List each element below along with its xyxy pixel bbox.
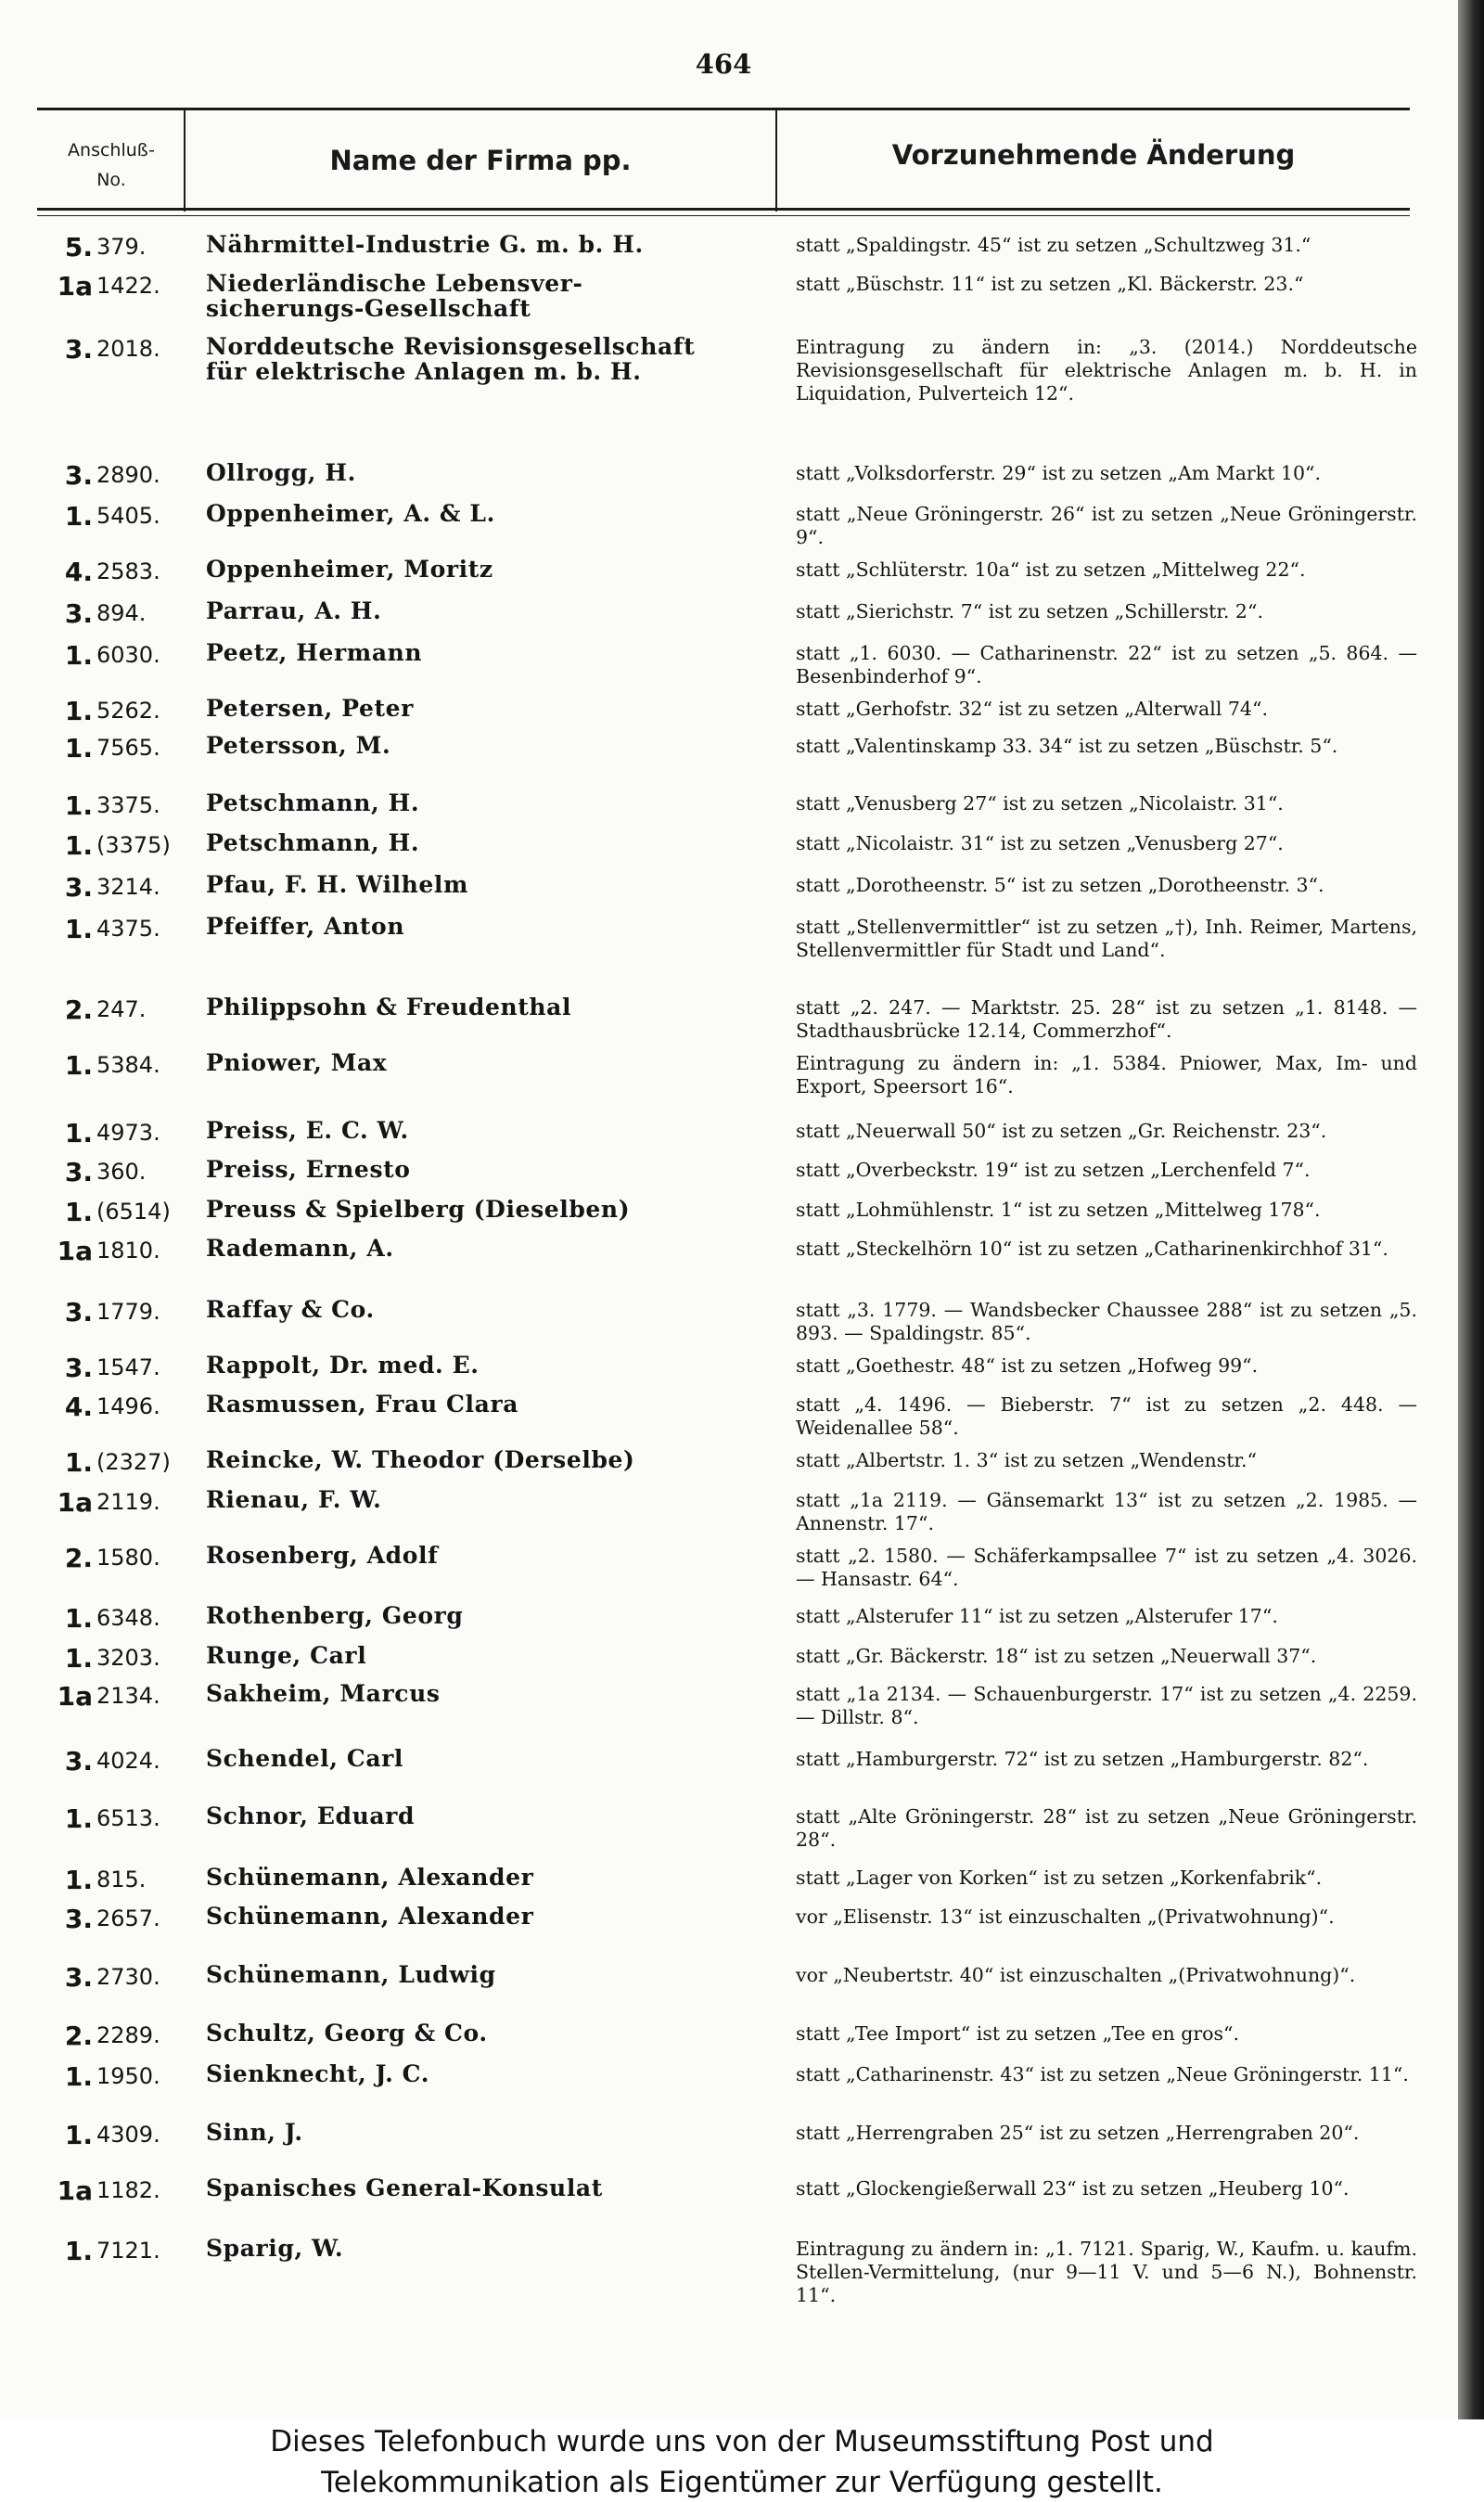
connection-number: 3375. [96, 792, 160, 818]
exchange-code: 1a [57, 1236, 93, 1266]
change-text: statt „1. 6030. — Catharinenstr. 22“ ist zu setzen „5. 864. — Besenbinderhof 9“. [796, 642, 1417, 687]
exchange-code: 1. [64, 2120, 93, 2150]
exchange-code: 1. [64, 2061, 93, 2092]
connection-number: 2890. [96, 462, 160, 488]
change-text: statt „Lohmühlenstr. 1“ ist zu setzen „Mittelweg 178“. [796, 1199, 1321, 1221]
exchange-code: 1. [64, 1865, 93, 1895]
exchange-code: 3. [64, 1297, 93, 1328]
connection-number: 2730. [96, 1964, 160, 1990]
change-text: statt „Tee Import“ ist zu setzen „Tee en gros“. [796, 2022, 1240, 2045]
exchange-code: 3. [64, 1904, 93, 1934]
company-name: Raffay & Co. [206, 1296, 375, 1323]
change-text: statt „Volksdorferstr. 29“ ist zu setzen „Am Markt 10“. [796, 462, 1321, 484]
exchange-code: 1a [57, 271, 93, 302]
exchange-code: 1. [64, 1118, 93, 1148]
connection-number: 2018. [96, 336, 160, 362]
company-name: Rosenberg, Adolf [206, 1542, 439, 1569]
connection-number: 360. [96, 1159, 147, 1185]
company-name: Preuss & Spielberg (Dieselben) [206, 1196, 631, 1223]
company-name: Petersen, Peter [206, 695, 414, 722]
change-text: statt „Albertstr. 1. 3“ ist zu setzen „Wendenstr.“ [796, 1449, 1257, 1471]
connection-number: 5384. [96, 1052, 160, 1078]
exchange-code: 3. [64, 872, 93, 903]
exchange-code: 1. [64, 1803, 93, 1834]
connection-number: 4309. [96, 2122, 160, 2148]
change-text: statt „Valentinskamp 33. 34“ ist zu setzen „Büschstr. 5“. [796, 735, 1338, 757]
change-text: statt „Schlüterstr. 10a“ ist zu setzen „Mittelweg 22“. [796, 558, 1306, 581]
change-text: statt „Glockengießerwall 23“ ist zu setzen „Heuberg 10“. [796, 2177, 1350, 2200]
company-name: Pfeiffer, Anton [206, 913, 405, 940]
company-name: Niederländische Lebensver- sicherungs-Gesellschaft [206, 270, 583, 322]
company-name: Norddeutsche Revisionsgesellschaft für elektrische Anlagen m. b. H. [206, 333, 696, 385]
company-name: Rothenberg, Georg [206, 1602, 464, 1629]
change-text: statt „Spaldingstr. 45“ ist zu setzen „Schultzweg 31.“ [796, 234, 1311, 256]
connection-number: 3203. [96, 1645, 160, 1671]
exchange-code: 1. [64, 1197, 93, 1227]
company-name: Sienknecht, J. C. [206, 2060, 430, 2087]
company-name: Schünemann, Alexander [206, 1864, 534, 1891]
connection-number: 6030. [96, 642, 160, 668]
change-text: statt „1a 2119. — Gänsemarkt 13“ ist zu setzen „2. 1985. — Annenstr. 17“. [796, 1489, 1417, 1534]
connection-number: 4024. [96, 1748, 160, 1774]
company-name: Oppenheimer, Moritz [206, 556, 493, 583]
connection-number: 3214. [96, 874, 160, 900]
connection-number: 1496. [96, 1393, 160, 1419]
change-text: vor „Neubertstr. 40“ ist einzuschalten „(Privatwohnung)“. [796, 1964, 1356, 1986]
exchange-code: 1. [64, 1603, 93, 1634]
change-text: statt „Dorotheenstr. 5“ ist zu setzen „Dorotheenstr. 3“. [796, 874, 1324, 896]
company-name: Petersson, M. [206, 732, 391, 759]
connection-number: 1810. [96, 1238, 160, 1264]
change-text: Eintragung zu ändern in: „1. 5384. Pniower, Max, Im- und Export, Speersort 16“. [796, 1052, 1417, 1097]
company-name: Oppenheimer, A. & L. [206, 500, 495, 527]
connection-number: 7121. [96, 2238, 160, 2264]
exchange-code: 4. [64, 557, 93, 587]
company-name: Schünemann, Ludwig [206, 1961, 496, 1988]
connection-number: 4375. [96, 916, 160, 942]
exchange-code: 1. [64, 790, 93, 821]
change-text: statt „Alte Gröningerstr. 28“ ist zu setzen „Neue Gröningerstr. 28“. [796, 1805, 1417, 1851]
connection-number: 1779. [96, 1299, 160, 1325]
connection-number: 815. [96, 1867, 147, 1893]
exchange-code: 3. [64, 1962, 93, 1993]
connection-number: 4973. [96, 1120, 160, 1146]
header-top-rule [37, 108, 1410, 110]
connection-number: 2119. [96, 1489, 160, 1515]
company-name: Schnor, Eduard [206, 1803, 416, 1829]
change-text: statt „Goethestr. 48“ ist zu setzen „Hofweg 99“. [796, 1354, 1259, 1377]
company-name: Parrau, A. H. [206, 597, 382, 624]
change-text: Eintragung zu ändern in: „3. (2014.) Norddeutsche Revisionsgesellschaft für elektrische Anlagen m. b. H. in Liquidation, Pulverteich 12“. [796, 336, 1417, 404]
exchange-code: 1a [57, 1487, 93, 1518]
company-name: Schünemann, Alexander [206, 1903, 534, 1930]
exchange-code: 1. [64, 1447, 93, 1478]
connection-number: 2289. [96, 2022, 160, 2048]
connection-number: 2657. [96, 1905, 160, 1931]
change-text: statt „Venusberg 27“ ist zu setzen „Nicolaistr. 31“. [796, 792, 1284, 815]
change-text: statt „Hamburgerstr. 72“ ist zu setzen „Hamburgerstr. 82“. [796, 1748, 1369, 1770]
company-name: Schultz, Georg & Co. [206, 2020, 488, 2047]
exchange-code: 1. [64, 914, 93, 944]
change-text: statt „Stellenvermittler“ ist zu setzen „†), Inh. Reimer, Martens, Stellenvermittler für Stadt und Land“. [796, 916, 1417, 961]
page-edge-shadow [1458, 0, 1484, 2419]
change-text: statt „Neue Gröningerstr. 26“ ist zu setzen „Neue Gröningerstr. 9“. [796, 503, 1417, 548]
connection-number: 2583. [96, 558, 160, 584]
change-text: statt „2. 1580. — Schäferkampsallee 7“ ist zu setzen „4. 3026. — Hansastr. 64“. [796, 1545, 1417, 1590]
exchange-code: 1. [64, 733, 93, 763]
connection-number: 2134. [96, 1683, 160, 1709]
change-text: statt „Neuerwall 50“ ist zu setzen „Gr. Reichenstr. 23“. [796, 1120, 1327, 1142]
connection-number: 5262. [96, 698, 160, 724]
change-text: statt „Sierichstr. 7“ ist zu setzen „Schillerstr. 2“. [796, 600, 1263, 622]
header-bottom-rule-2 [37, 215, 1410, 216]
change-text: statt „2. 247. — Marktstr. 25. 28“ ist zu setzen „1. 8148. — Stadthausbrücke 12.14, Commerzhof“. [796, 996, 1417, 1042]
exchange-code: 5. [64, 232, 93, 263]
change-text: statt „3. 1779. — Wandsbecker Chaussee 288“ ist zu setzen „5. 893. — Spaldingstr. 85“. [796, 1299, 1417, 1344]
change-text: statt „Gr. Bäckerstr. 18“ ist zu setzen „Neuerwall 37“. [796, 1645, 1317, 1667]
footer-notice [0, 2419, 1484, 2502]
exchange-code: 1. [64, 501, 93, 532]
company-name: Sinn, J. [206, 2119, 303, 2146]
exchange-code: 3. [64, 1353, 93, 1383]
connection-number: 1422. [96, 273, 160, 299]
company-name: Preiss, E. C. W. [206, 1117, 409, 1144]
exchange-code: 1a [57, 1681, 93, 1712]
company-name: Petschmann, H. [206, 789, 420, 816]
company-name: Runge, Carl [206, 1642, 367, 1669]
company-name: Preiss, Ernesto [206, 1156, 411, 1183]
footer-line-2: Telekommunikation als Eigentümer zur Verfügung gestellt. [321, 2466, 1163, 2499]
page-number: 464 [695, 48, 752, 80]
change-text: statt „Lager von Korken“ ist zu setzen „Korkenfabrik“. [796, 1867, 1323, 1889]
company-name: Petschmann, H. [206, 829, 420, 856]
company-name: Schendel, Carl [206, 1745, 403, 1772]
connection-number: 6348. [96, 1605, 160, 1631]
change-text: statt „Steckelhörn 10“ ist zu setzen „Catharinenkirchhof 31“. [796, 1238, 1388, 1260]
header-bottom-rule [37, 208, 1410, 211]
connection-number: 7565. [96, 735, 160, 761]
company-name: Pfau, F. H. Wilhelm [206, 871, 469, 898]
exchange-code: 1. [64, 1643, 93, 1674]
change-text: statt „Nicolaistr. 31“ ist zu setzen „Venusberg 27“. [796, 832, 1284, 854]
exchange-code: 1. [64, 696, 93, 726]
exchange-code: 3. [64, 460, 93, 491]
change-text: statt „Gerhofstr. 32“ ist zu setzen „Alterwall 74“. [796, 698, 1268, 720]
company-name: Rasmussen, Frau Clara [206, 1391, 519, 1418]
company-name: Sparig, W. [206, 2235, 344, 2262]
exchange-code: 1. [64, 1050, 93, 1081]
connection-number: (2327) [96, 1449, 171, 1475]
change-text: statt „Herrengraben 25“ ist zu setzen „Herrengraben 20“. [796, 2122, 1360, 2144]
exchange-code: 1. [64, 830, 93, 861]
connection-number: 1950. [96, 2063, 160, 2089]
company-name: Nährmittel-Industrie G. m. b. H. [206, 231, 644, 258]
header-company-name: Name der Firma pp. [329, 145, 632, 176]
connection-number: 6513. [96, 1805, 160, 1831]
exchange-code: 3. [64, 1157, 93, 1187]
change-text: vor „Elisenstr. 13“ ist einzuschalten „(Privatwohnung)“. [796, 1905, 1335, 1928]
connection-number: 1580. [96, 1545, 160, 1571]
exchange-code: 2. [64, 994, 93, 1025]
connection-number: 894. [96, 600, 147, 626]
company-name: Rienau, F. W. [206, 1486, 382, 1513]
company-name: Ollrogg, H. [206, 459, 356, 486]
company-name: Rappolt, Dr. med. E. [206, 1352, 480, 1379]
change-text: statt „Overbeckstr. 19“ ist zu setzen „Lerchenfeld 7“. [796, 1159, 1311, 1181]
company-name: Philippsohn & Freudenthal [206, 994, 572, 1020]
exchange-code: 1. [64, 640, 93, 671]
exchange-code: 1a [57, 2175, 93, 2206]
company-name: Pniower, Max [206, 1049, 388, 1076]
company-name: Sakheim, Marcus [206, 1680, 441, 1707]
connection-number: 5405. [96, 503, 160, 529]
footer-line-1: Dieses Telefonbuch wurde uns von der Museumsstiftung Post und [270, 2425, 1214, 2458]
connection-number: (3375) [96, 832, 171, 858]
exchange-code: 4. [64, 1392, 93, 1422]
connection-number: 247. [96, 996, 147, 1022]
company-name: Spanisches General-Konsulat [206, 2175, 603, 2201]
connection-number: 1547. [96, 1354, 160, 1380]
exchange-code: 2. [64, 1543, 93, 1573]
header-change: Vorzunehmende Änderung [891, 139, 1296, 171]
exchange-code: 1. [64, 2236, 93, 2266]
company-name: Peetz, Hermann [206, 639, 423, 666]
company-name: Reincke, W. Theodor (Derselbe) [206, 1446, 635, 1473]
change-text: statt „Alsterufer 11“ ist zu setzen „Alsterufer 17“. [796, 1605, 1278, 1627]
change-text: statt „1a 2134. — Schauenburgerstr. 17“ ist zu setzen „4. 2259. — Dillstr. 8“. [796, 1683, 1417, 1728]
change-text: Eintragung zu ändern in: „1. 7121. Sparig, W., Kaufm. u. kaufm. Stellen-Vermittelung, (nur 9—11 V. und 5—6 N.), Bohnenstr. 11“. [796, 2238, 1417, 2306]
change-text: statt „Catharinenstr. 43“ ist zu setzen „Neue Gröningerstr. 11“. [796, 2063, 1409, 2085]
change-text: statt „4. 1496. — Bieberstr. 7“ ist zu setzen „2. 448. — Weidenallee 58“. [796, 1393, 1417, 1439]
exchange-code: 3. [64, 598, 93, 629]
header-connection-number: Anschluß- No. [68, 140, 155, 190]
company-name: Rademann, A. [206, 1235, 394, 1262]
connection-number: 1182. [96, 2177, 160, 2203]
change-text: statt „Büschstr. 11“ ist zu setzen „Kl. Bäckerstr. 23.“ [796, 273, 1304, 295]
exchange-code: 2. [64, 2021, 93, 2051]
connection-number: (6514) [96, 1199, 171, 1225]
exchange-code: 3. [64, 1746, 93, 1777]
connection-number: 379. [96, 234, 147, 260]
exchange-code: 3. [64, 334, 93, 365]
